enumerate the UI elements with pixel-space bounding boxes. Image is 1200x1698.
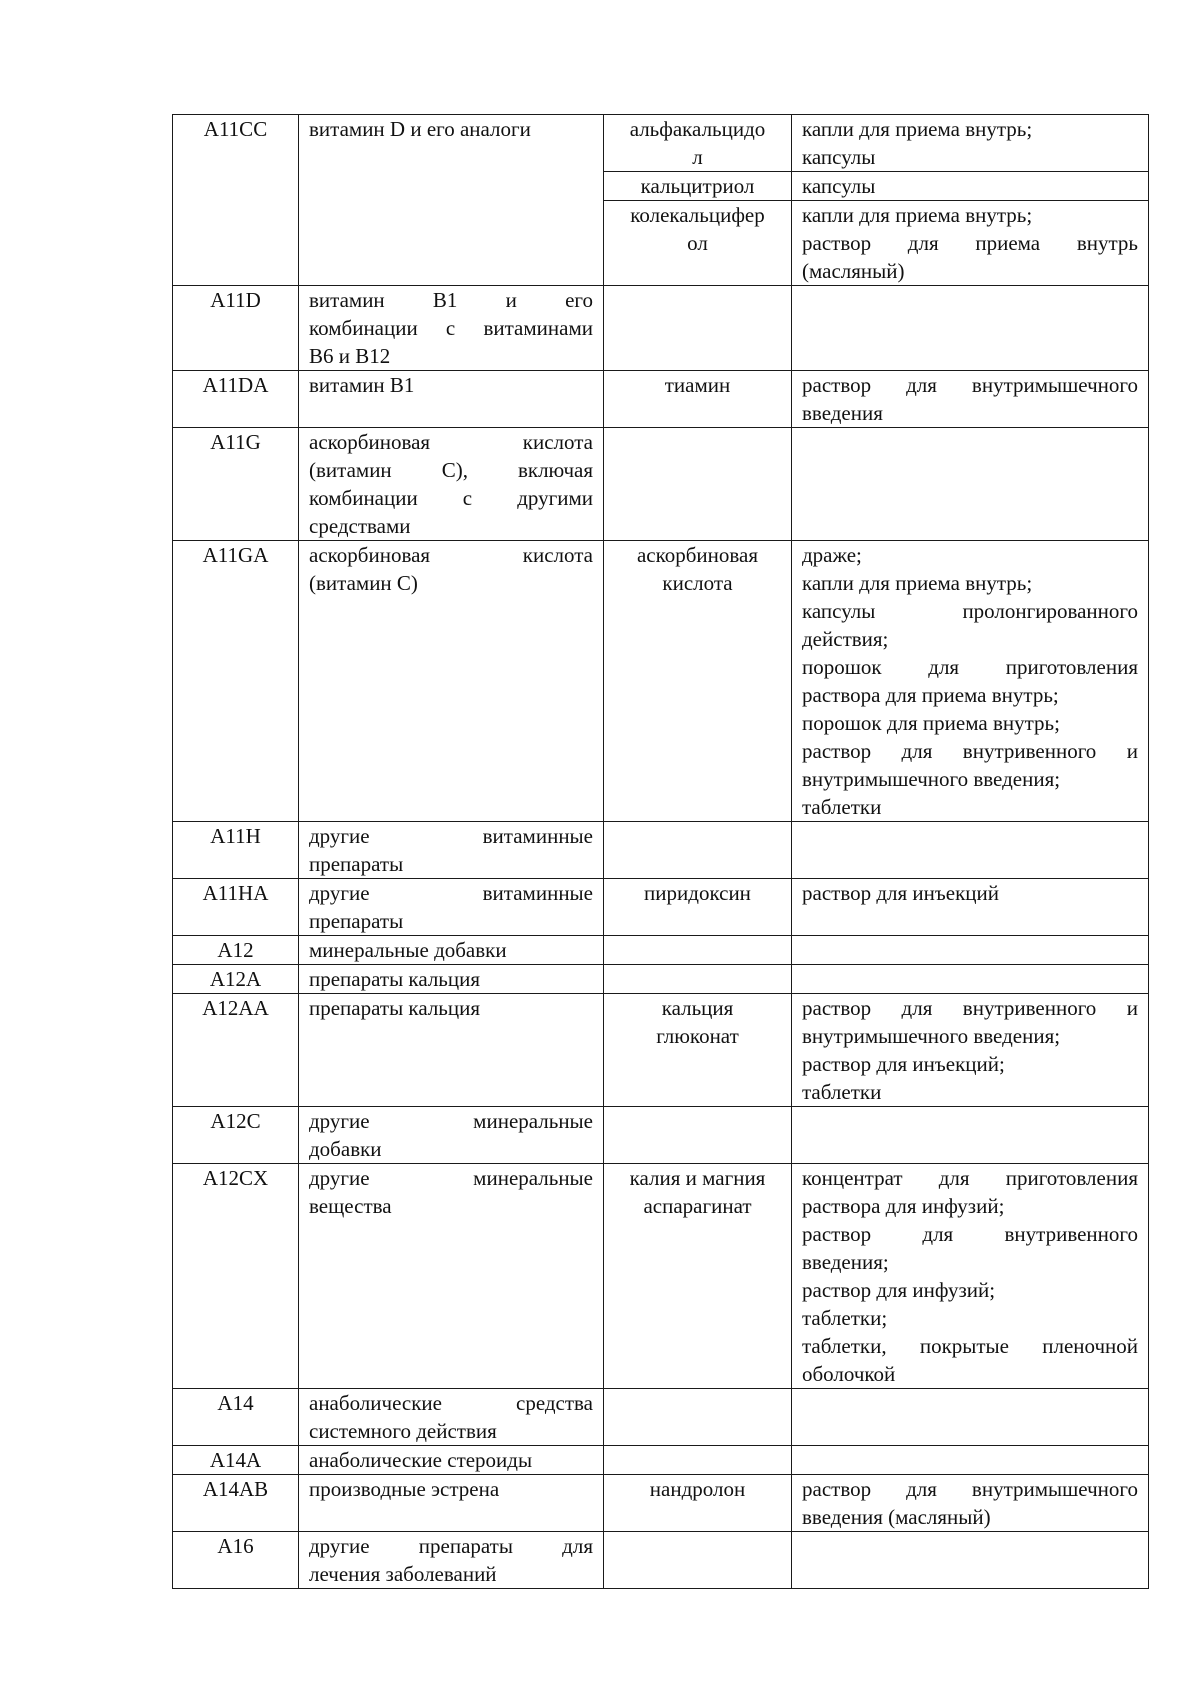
- dosage-form-line: порошок для приема внутрь;: [802, 711, 1060, 735]
- drug-name-line: л: [692, 145, 703, 169]
- dosage-form-cell: [792, 1475, 1149, 1532]
- dosage-form-cell: [792, 965, 1149, 994]
- drug-name-cell: [604, 1446, 792, 1475]
- drug-table: [172, 114, 1149, 1589]
- drug-name-line: глюконат: [656, 1024, 739, 1048]
- group-text-line: системного действия: [309, 1419, 497, 1443]
- dosage-form-line: раствор для внутривенного и: [802, 996, 1138, 1020]
- drug-name-line: кальцитриол: [640, 174, 755, 198]
- dosage-form-cell: [792, 936, 1149, 965]
- group-text-line: препараты: [309, 852, 404, 876]
- group-text-line: препараты кальция: [309, 996, 481, 1020]
- table-row: [173, 371, 1149, 428]
- dosage-form-line: раствора для инфузий;: [802, 1194, 1005, 1218]
- anatomical-group-cell: [299, 879, 604, 936]
- atc-code: A12: [217, 938, 254, 962]
- atc-code: A11D: [210, 288, 261, 312]
- anatomical-group-cell: [299, 286, 604, 371]
- table-row: [173, 965, 1149, 994]
- anatomical-group-cell: [299, 1446, 604, 1475]
- group-text-line: минеральные добавки: [309, 938, 507, 962]
- dosage-form-line: раствор для инъекций;: [802, 1052, 1005, 1076]
- anatomical-group-cell: [299, 115, 604, 286]
- dosage-form-line: таблетки;: [802, 1306, 888, 1330]
- atc-code: A11DA: [202, 373, 269, 397]
- atc-code: A16: [217, 1534, 254, 1558]
- dosage-form-line: капсулы пролонгированного: [802, 599, 1138, 623]
- drug-name-cell: [604, 371, 792, 428]
- atc-code: A11H: [210, 824, 261, 848]
- table-row: [173, 1164, 1149, 1389]
- atc-code: A11HA: [202, 881, 269, 905]
- dosage-form-line: раствор для инфузий;: [802, 1278, 996, 1302]
- group-text-line: препараты: [309, 909, 404, 933]
- group-text-line: другие минеральные: [309, 1109, 593, 1133]
- atc-code: A12A: [209, 967, 262, 991]
- drug-name-line: аспарагинат: [643, 1194, 752, 1218]
- table-row: [173, 115, 1149, 172]
- document-page: [172, 114, 1148, 1589]
- atc-code: A12CX: [202, 1166, 269, 1190]
- group-text-line: другие витаминные: [309, 881, 593, 905]
- dosage-form-line: оболочкой: [802, 1362, 896, 1386]
- group-text-line: анаболические средства: [309, 1391, 593, 1415]
- dosage-form-line: раствор для внутримышечного: [802, 373, 1138, 397]
- drug-name-cell: [604, 428, 792, 541]
- drug-name-line: кислота: [662, 571, 733, 595]
- dosage-form-line: капли для приема внутрь;: [802, 117, 1033, 141]
- dosage-form-line: введения (масляный): [802, 1505, 991, 1529]
- atc-code-cell: [173, 371, 299, 428]
- dosage-form-line: капсулы: [802, 145, 876, 169]
- anatomical-group-cell: [299, 428, 604, 541]
- drug-name-line: аскорбиновая: [636, 543, 759, 567]
- atc-code: A11CC: [203, 117, 268, 141]
- atc-code-cell: [173, 428, 299, 541]
- drug-name-cell: [604, 1532, 792, 1589]
- table-row: [173, 1107, 1149, 1164]
- atc-code-cell: [173, 822, 299, 879]
- group-text-line: витамин D и его аналоги: [309, 117, 531, 141]
- group-text-line: другие витаминные: [309, 824, 593, 848]
- group-text-line: вещества: [309, 1194, 392, 1218]
- group-text-line: другие минеральные: [309, 1166, 593, 1190]
- dosage-form-line: введения;: [802, 1250, 889, 1274]
- group-text-line: другие препараты для: [309, 1534, 593, 1558]
- group-text-line: B6 и B12: [309, 344, 391, 368]
- drug-name-line: альфакальцидо: [629, 117, 766, 141]
- dosage-form-cell: [792, 1107, 1149, 1164]
- drug-name-line: ол: [687, 231, 708, 255]
- drug-name-cell: [604, 1389, 792, 1446]
- group-text-line: витамин B1: [309, 373, 415, 397]
- dosage-form-line: действия;: [802, 627, 889, 651]
- drug-name-cell: [604, 1107, 792, 1164]
- table-row: [173, 822, 1149, 879]
- group-text-line: препараты кальция: [309, 967, 481, 991]
- dosage-form-line: раствор для приема внутрь: [802, 231, 1138, 255]
- dosage-form-cell: [792, 371, 1149, 428]
- group-text-line: анаболические стероиды: [309, 1448, 533, 1472]
- atc-code-cell: [173, 1389, 299, 1446]
- group-text-line: витамин B1 и его: [309, 288, 593, 312]
- dosage-form-line: капли для приема внутрь;: [802, 571, 1033, 595]
- dosage-form-cell: [792, 879, 1149, 936]
- atc-code: A12C: [210, 1109, 261, 1133]
- drug-name-cell: [604, 115, 792, 172]
- drug-name-cell: [604, 541, 792, 822]
- dosage-form-line: раствор для инъекций: [802, 881, 999, 905]
- table-row: [173, 1446, 1149, 1475]
- dosage-form-line: раствор для внутривенного: [802, 1222, 1138, 1246]
- drug-table-body: [173, 115, 1149, 1589]
- dosage-form-cell: [792, 1532, 1149, 1589]
- atc-code: A14AB: [202, 1477, 269, 1501]
- dosage-form-cell: [792, 1164, 1149, 1389]
- anatomical-group-cell: [299, 965, 604, 994]
- group-text-line: (витамин C): [309, 571, 418, 595]
- drug-name-line: нандролон: [649, 1477, 746, 1501]
- group-text-line: аскорбиновая кислота: [309, 543, 593, 567]
- dosage-form-line: капли для приема внутрь;: [802, 203, 1033, 227]
- dosage-form-cell: [792, 1446, 1149, 1475]
- dosage-form-cell: [792, 994, 1149, 1107]
- dosage-form-line: драже;: [802, 543, 862, 567]
- group-text-line: аскорбиновая кислота: [309, 430, 593, 454]
- table-row: [173, 936, 1149, 965]
- anatomical-group-cell: [299, 1532, 604, 1589]
- atc-code-cell: [173, 115, 299, 286]
- table-row: [173, 879, 1149, 936]
- table-row: [173, 1475, 1149, 1532]
- table-row: [173, 994, 1149, 1107]
- atc-code-cell: [173, 994, 299, 1107]
- dosage-form-cell: [792, 541, 1149, 822]
- atc-code: A14: [217, 1391, 254, 1415]
- anatomical-group-cell: [299, 936, 604, 965]
- drug-name-cell: [604, 936, 792, 965]
- group-text-line: средствами: [309, 514, 411, 538]
- dosage-form-cell: [792, 201, 1149, 286]
- atc-code-cell: [173, 879, 299, 936]
- drug-name-cell: [604, 286, 792, 371]
- dosage-form-line: (масляный): [802, 259, 905, 283]
- dosage-form-line: таблетки, покрытые пленочной: [802, 1334, 1138, 1358]
- anatomical-group-cell: [299, 1389, 604, 1446]
- dosage-form-line: внутримышечного введения;: [802, 767, 1061, 791]
- group-text-line: лечения заболеваний: [309, 1562, 497, 1586]
- anatomical-group-cell: [299, 541, 604, 822]
- group-text-line: производные эстрена: [309, 1477, 500, 1501]
- dosage-form-line: концентрат для приготовления: [802, 1166, 1138, 1190]
- drug-name-cell: [604, 1475, 792, 1532]
- drug-name-cell: [604, 201, 792, 286]
- drug-name-line: колекальцифер: [630, 203, 765, 227]
- group-text-line: добавки: [309, 1137, 382, 1161]
- atc-code-cell: [173, 965, 299, 994]
- table-row: [173, 286, 1149, 371]
- atc-code-cell: [173, 286, 299, 371]
- dosage-form-line: раствор для внутримышечного: [802, 1477, 1138, 1501]
- dosage-form-line: таблетки: [802, 795, 882, 819]
- table-row: [173, 1389, 1149, 1446]
- drug-name-cell: [604, 994, 792, 1107]
- dosage-form-cell: [792, 1389, 1149, 1446]
- drug-name-cell: [604, 172, 792, 201]
- anatomical-group-cell: [299, 1164, 604, 1389]
- atc-code-cell: [173, 1164, 299, 1389]
- atc-code-cell: [173, 1107, 299, 1164]
- anatomical-group-cell: [299, 822, 604, 879]
- atc-code: A14A: [209, 1448, 262, 1472]
- anatomical-group-cell: [299, 1107, 604, 1164]
- drug-name-line: тиамин: [664, 373, 731, 397]
- group-text-line: комбинации с витаминами: [309, 316, 593, 340]
- table-row: [173, 541, 1149, 822]
- atc-code-cell: [173, 1532, 299, 1589]
- dosage-form-line: раствора для приема внутрь;: [802, 683, 1059, 707]
- table-row: [173, 428, 1149, 541]
- atc-code-cell: [173, 936, 299, 965]
- atc-code: A11G: [210, 430, 261, 454]
- dosage-form-cell: [792, 428, 1149, 541]
- dosage-form-line: таблетки: [802, 1080, 882, 1104]
- dosage-form-cell: [792, 172, 1149, 201]
- atc-code: A11GA: [202, 543, 269, 567]
- drug-name-cell: [604, 879, 792, 936]
- anatomical-group-cell: [299, 994, 604, 1107]
- atc-code-cell: [173, 1475, 299, 1532]
- anatomical-group-cell: [299, 371, 604, 428]
- dosage-form-cell: [792, 286, 1149, 371]
- drug-name-line: кальция: [661, 996, 734, 1020]
- group-text-line: (витамин C), включая: [309, 458, 593, 482]
- atc-code: A12AA: [202, 996, 269, 1020]
- dosage-form-line: раствор для внутривенного и: [802, 739, 1138, 763]
- drug-name-line: калия и магния: [629, 1166, 766, 1190]
- atc-code-cell: [173, 1446, 299, 1475]
- drug-name-cell: [604, 1164, 792, 1389]
- dosage-form-line: порошок для приготовления: [802, 655, 1138, 679]
- drug-name-cell: [604, 822, 792, 879]
- dosage-form-cell: [792, 115, 1149, 172]
- dosage-form-cell: [792, 822, 1149, 879]
- dosage-form-line: внутримышечного введения;: [802, 1024, 1061, 1048]
- drug-name-line: пиридоксин: [644, 881, 751, 905]
- drug-name-cell: [604, 965, 792, 994]
- dosage-form-line: капсулы: [802, 174, 876, 198]
- anatomical-group-cell: [299, 1475, 604, 1532]
- group-text-line: комбинации с другими: [309, 486, 593, 510]
- atc-code-cell: [173, 541, 299, 822]
- table-row: [173, 1532, 1149, 1589]
- dosage-form-line: введения: [802, 401, 883, 425]
